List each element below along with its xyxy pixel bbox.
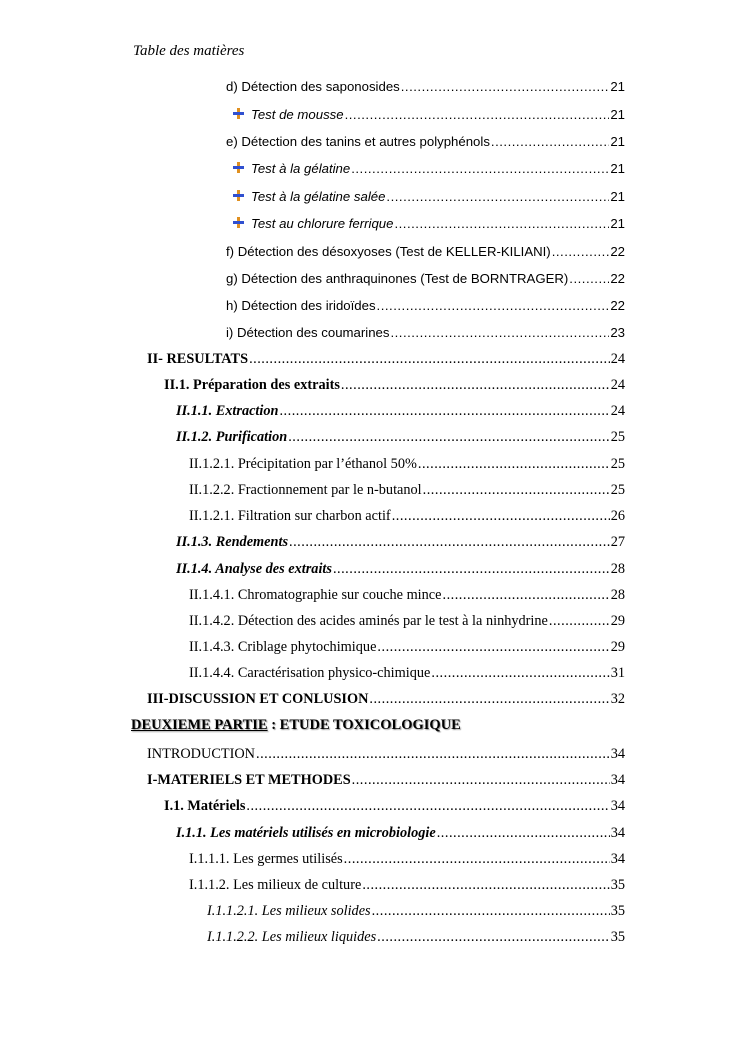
toc-page-number: 26 bbox=[610, 508, 625, 524]
toc-leader bbox=[352, 772, 610, 789]
toc-page-number: 34 bbox=[610, 772, 625, 788]
toc-leader bbox=[549, 613, 610, 630]
toc-entry-title: II- RESULTATS bbox=[147, 351, 249, 367]
toc-entry-title: Test à la gélatine bbox=[251, 161, 351, 176]
toc-entry-title: I.1.1. Les matériels utilisés en microbiologie bbox=[176, 825, 436, 841]
toc-leader bbox=[390, 325, 609, 340]
toc-leader bbox=[288, 429, 609, 446]
part-heading[interactable] bbox=[131, 717, 461, 734]
toc-entry[interactable] bbox=[189, 639, 625, 659]
toc-page-number: 21 bbox=[610, 107, 625, 122]
toc-entry[interactable] bbox=[176, 429, 625, 449]
toc-entry-title: INTRODUCTION bbox=[147, 746, 256, 762]
toc-entry-title: I-MATERIELS ET METHODES bbox=[147, 772, 351, 788]
toc-entry-title: d) Détection des saponosides bbox=[226, 79, 400, 94]
toc-leader bbox=[249, 351, 610, 368]
toc-entry[interactable] bbox=[147, 772, 625, 792]
toc-leader bbox=[392, 508, 610, 525]
toc-page-number: 29 bbox=[610, 613, 625, 629]
toc-page-number: 25 bbox=[610, 456, 625, 472]
toc-entry-title: II.1. Préparation des extraits bbox=[164, 377, 340, 393]
toc-page-number: 32 bbox=[610, 691, 625, 707]
toc-entry[interactable] bbox=[226, 244, 625, 264]
toc-leader bbox=[418, 456, 610, 473]
toc-entry[interactable] bbox=[207, 929, 625, 949]
toc-page-number: 21 bbox=[610, 189, 625, 204]
toc-page-number: 21 bbox=[610, 79, 625, 94]
toc-entry-title: f) Détection des désoxyoses (Test de KELLER-KILIANI) bbox=[226, 244, 551, 259]
toc-page-number: 28 bbox=[610, 587, 625, 603]
toc-entry[interactable] bbox=[147, 351, 625, 371]
part-heading-underlined: DEUXIEME PARTIE bbox=[131, 717, 268, 733]
toc-page-number: 29 bbox=[610, 639, 625, 655]
toc-entry-title: I.1. Matériels bbox=[164, 798, 246, 814]
toc-entry-title: II.1.2. Purification bbox=[176, 429, 288, 445]
toc-entry-title: I.1.1.2.2. Les milieux liquides bbox=[207, 929, 377, 945]
toc-leader bbox=[279, 403, 609, 420]
toc-entry-title: g) Détection des anthraquinones (Test de BORNTRAGER) bbox=[226, 271, 569, 286]
toc-page-number: 34 bbox=[610, 851, 625, 867]
toc-page-number: 24 bbox=[610, 377, 625, 393]
toc-entry-title: II.1.4.4. Caractérisation physico-chimique bbox=[189, 665, 431, 681]
toc-entry[interactable] bbox=[232, 107, 625, 127]
bullet-arrow-icon bbox=[232, 161, 248, 173]
toc-page-number: 35 bbox=[610, 903, 625, 919]
toc-page-number: 34 bbox=[610, 746, 625, 762]
toc-entry[interactable] bbox=[189, 456, 625, 476]
toc-page-number: 21 bbox=[610, 134, 625, 149]
toc-leader bbox=[351, 161, 609, 176]
toc-entry[interactable] bbox=[176, 534, 625, 554]
toc-entry-title: I.1.1.2.1. Les milieux solides bbox=[207, 903, 371, 919]
toc-leader bbox=[289, 534, 610, 551]
toc-entry-title: h) Détection des iridoïdes bbox=[226, 298, 376, 313]
toc-entry-title: II.1.4.1. Chromatographie sur couche mince bbox=[189, 587, 442, 603]
toc-page-number: 35 bbox=[610, 929, 625, 945]
toc-leader bbox=[443, 587, 610, 604]
toc-entry[interactable] bbox=[226, 271, 625, 291]
toc-page-number: 25 bbox=[610, 482, 625, 498]
toc-leader bbox=[246, 798, 609, 815]
toc-entry-title: I.1.1.2. Les milieux de culture bbox=[189, 877, 362, 893]
toc-entry-title: II.1.4.3. Criblage phytochimique bbox=[189, 639, 377, 655]
toc-leader bbox=[491, 134, 609, 149]
toc-entry-title: II.1.1. Extraction bbox=[176, 403, 279, 419]
toc-entry[interactable] bbox=[147, 746, 625, 766]
toc-page-number: 22 bbox=[610, 298, 625, 313]
toc-leader bbox=[386, 189, 609, 204]
toc-leader bbox=[333, 561, 610, 578]
toc-entry[interactable] bbox=[226, 134, 625, 154]
toc-leader bbox=[423, 482, 610, 499]
toc-entry[interactable] bbox=[232, 216, 625, 236]
toc-entry[interactable] bbox=[226, 79, 625, 99]
toc-leader bbox=[552, 244, 610, 259]
toc-leader bbox=[362, 877, 609, 894]
toc-entry-title: e) Détection des tanins et autres polyphénols bbox=[226, 134, 490, 149]
toc-leader bbox=[345, 107, 610, 122]
toc-leader bbox=[394, 216, 609, 231]
toc-entry[interactable] bbox=[189, 613, 625, 633]
toc-leader bbox=[401, 79, 610, 94]
toc-leader bbox=[372, 903, 610, 920]
toc-entry[interactable] bbox=[189, 877, 625, 897]
toc-entry[interactable] bbox=[176, 825, 625, 845]
toc-page-number: 31 bbox=[610, 665, 625, 681]
toc-page-number: 22 bbox=[610, 244, 625, 259]
toc-page-number: 21 bbox=[610, 216, 625, 231]
toc-entry-title: i) Détection des coumarines bbox=[226, 325, 390, 340]
bullet-arrow-icon bbox=[232, 107, 248, 119]
toc-entry[interactable] bbox=[176, 403, 625, 423]
toc-entry[interactable] bbox=[207, 903, 625, 923]
toc-leader bbox=[377, 929, 610, 946]
toc-entry[interactable] bbox=[164, 377, 625, 397]
toc-leader bbox=[369, 691, 609, 708]
toc-leader bbox=[341, 377, 610, 394]
toc-page-number: 24 bbox=[610, 403, 625, 419]
toc-page-number: 23 bbox=[610, 325, 625, 340]
toc-page-number: 34 bbox=[610, 825, 625, 841]
toc-entry-title: II.1.2.2. Fractionnement par le n-butanol bbox=[189, 482, 422, 498]
toc-entry[interactable] bbox=[232, 161, 625, 181]
toc-page-number: 21 bbox=[610, 161, 625, 176]
toc-entry[interactable] bbox=[189, 587, 625, 607]
toc-entry[interactable] bbox=[189, 508, 625, 528]
toc-leader bbox=[256, 746, 610, 763]
toc-leader bbox=[569, 271, 609, 286]
part-heading-rest: : ETUDE TOXICOLOGIQUE bbox=[267, 717, 461, 733]
toc-entry[interactable] bbox=[147, 691, 625, 711]
toc-page-number: 35 bbox=[610, 877, 625, 893]
toc-entry[interactable] bbox=[176, 561, 625, 581]
toc-entry-title: I.1.1.1. Les germes utilisés bbox=[189, 851, 343, 867]
toc-page-number: 34 bbox=[610, 798, 625, 814]
toc-leader bbox=[344, 851, 610, 868]
toc-entry-title: Test au chlorure ferrique bbox=[251, 216, 394, 231]
toc-entry-title: II.1.3. Rendements bbox=[176, 534, 289, 550]
toc-entry[interactable] bbox=[164, 798, 625, 818]
toc-entry[interactable] bbox=[232, 189, 625, 209]
toc-entry[interactable] bbox=[226, 325, 625, 345]
toc-entry-title: Test à la gélatine salée bbox=[251, 189, 386, 204]
page-header: Table des matières bbox=[133, 43, 245, 59]
toc-entry-title: Test de mousse bbox=[251, 107, 344, 122]
toc-leader bbox=[377, 298, 610, 313]
toc-leader bbox=[431, 665, 609, 682]
toc-page-number: 22 bbox=[610, 271, 625, 286]
bullet-arrow-icon bbox=[232, 189, 248, 201]
toc-leader bbox=[377, 639, 609, 656]
toc-entry[interactable] bbox=[189, 665, 625, 685]
toc-page-number: 28 bbox=[610, 561, 625, 577]
toc-page-number: 27 bbox=[610, 534, 625, 550]
bullet-arrow-icon bbox=[232, 216, 248, 228]
toc-entry-title: II.1.4. Analyse des extraits bbox=[176, 561, 332, 577]
toc-entry[interactable] bbox=[189, 851, 625, 871]
toc-entry[interactable] bbox=[226, 298, 625, 318]
toc-page-number: 25 bbox=[610, 429, 625, 445]
toc-entry-title: II.1.4.2. Détection des acides aminés par le test à la ninhydrine bbox=[189, 613, 548, 629]
toc-entry-title: II.1.2.1. Filtration sur charbon actif bbox=[189, 508, 391, 524]
toc-page-number: 24 bbox=[610, 351, 625, 367]
toc-leader bbox=[437, 825, 610, 842]
toc-entry-title: III-DISCUSSION ET CONLUSION bbox=[147, 691, 369, 707]
toc-entry-title: II.1.2.1. Précipitation par l’éthanol 50% bbox=[189, 456, 417, 472]
toc-entry[interactable] bbox=[189, 482, 625, 502]
